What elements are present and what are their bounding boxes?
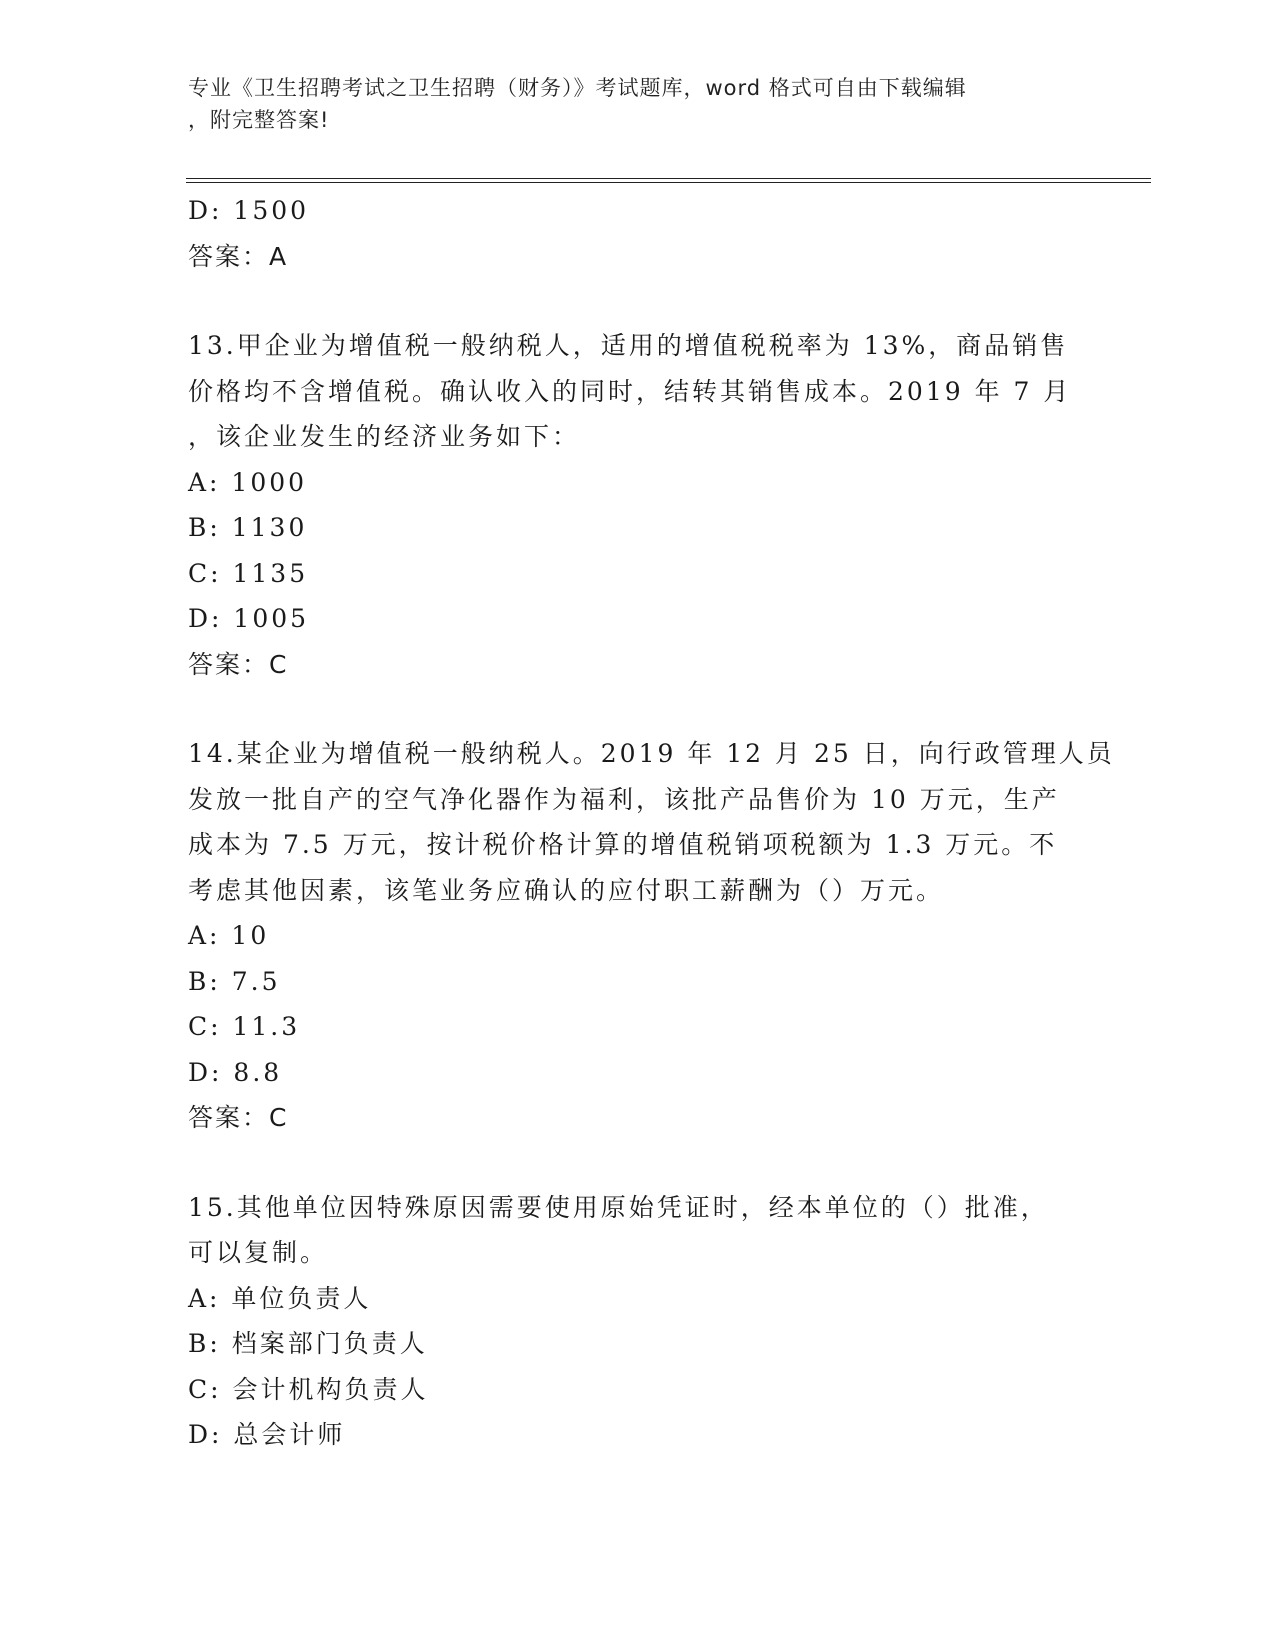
question-stem-line: ，该企业发生的经济业务如下：: [188, 422, 581, 451]
header-line-1: 专业《卫生招聘考试之卫生招聘（财务）》考试题库，word 格式可自由下载编辑: [188, 76, 967, 100]
spacer: [188, 1141, 1088, 1185]
question-stem-line: 价格均不含增值税。确认收入的同时，结转其销售成本。2019 年 7 月: [188, 376, 1072, 406]
question-14: [188, 731, 1115, 1141]
header-line-2: ，附完整答案!: [188, 108, 330, 132]
option-a: A: 10: [188, 921, 270, 950]
question-13: [188, 323, 1088, 687]
question-stem-line: 15.其他单位因特殊原因需要使用原始凭证时，经本单位的（）批准，: [188, 1192, 1049, 1222]
question-15: [188, 1185, 1088, 1458]
question-stem-line: 可以复制。: [188, 1238, 329, 1267]
option-a: A: 单位负责人: [188, 1283, 372, 1313]
answer: 答案：A: [188, 241, 289, 271]
option-c: C: 11.3: [188, 1012, 301, 1041]
document-header: [188, 72, 1088, 136]
spacer: [188, 687, 1088, 731]
question-stem-line: 14.某企业为增值税一般纳税人。2019 年 12 月 25 日，向行政管理人员: [188, 739, 1115, 768]
option-d: D: 1500: [188, 196, 310, 225]
header-rule-top: [186, 178, 1151, 179]
question-stem-line: 成本为 7.5 万元，按计税价格计算的增值税销项税额为 1.3 万元。不: [188, 830, 1058, 859]
answer: 答案：C: [188, 1103, 289, 1132]
question-stem-line: 发放一批自产的空气净化器作为福利，该批产品售价为 10 万元，生产: [188, 784, 1060, 814]
option-b: B: 7.5: [188, 966, 281, 996]
option-d: D: 总会计师: [188, 1420, 346, 1449]
header-rule-bottom: [186, 182, 1151, 183]
option-b: B: 档案部门负责人: [188, 1329, 428, 1358]
answer: 答案：C: [188, 649, 289, 679]
option-d: D: 8.8: [188, 1057, 283, 1087]
option-c: C: 1135: [188, 558, 309, 588]
question-stem-line: 考虑其他因素，该笔业务应确认的应付职工薪酬为（）万元。: [188, 875, 945, 905]
spacer: [188, 279, 1088, 323]
option-c: C: 会计机构负责人: [188, 1374, 429, 1404]
question-stem-line: 13.甲企业为增值税一般纳税人，适用的增值税税率为 13%，商品销售: [188, 331, 1069, 360]
option-d: D: 1005: [188, 604, 310, 633]
option-a: A: 1000: [188, 467, 308, 497]
document-body: [188, 188, 1115, 1458]
option-b: B: 1130: [188, 513, 308, 542]
